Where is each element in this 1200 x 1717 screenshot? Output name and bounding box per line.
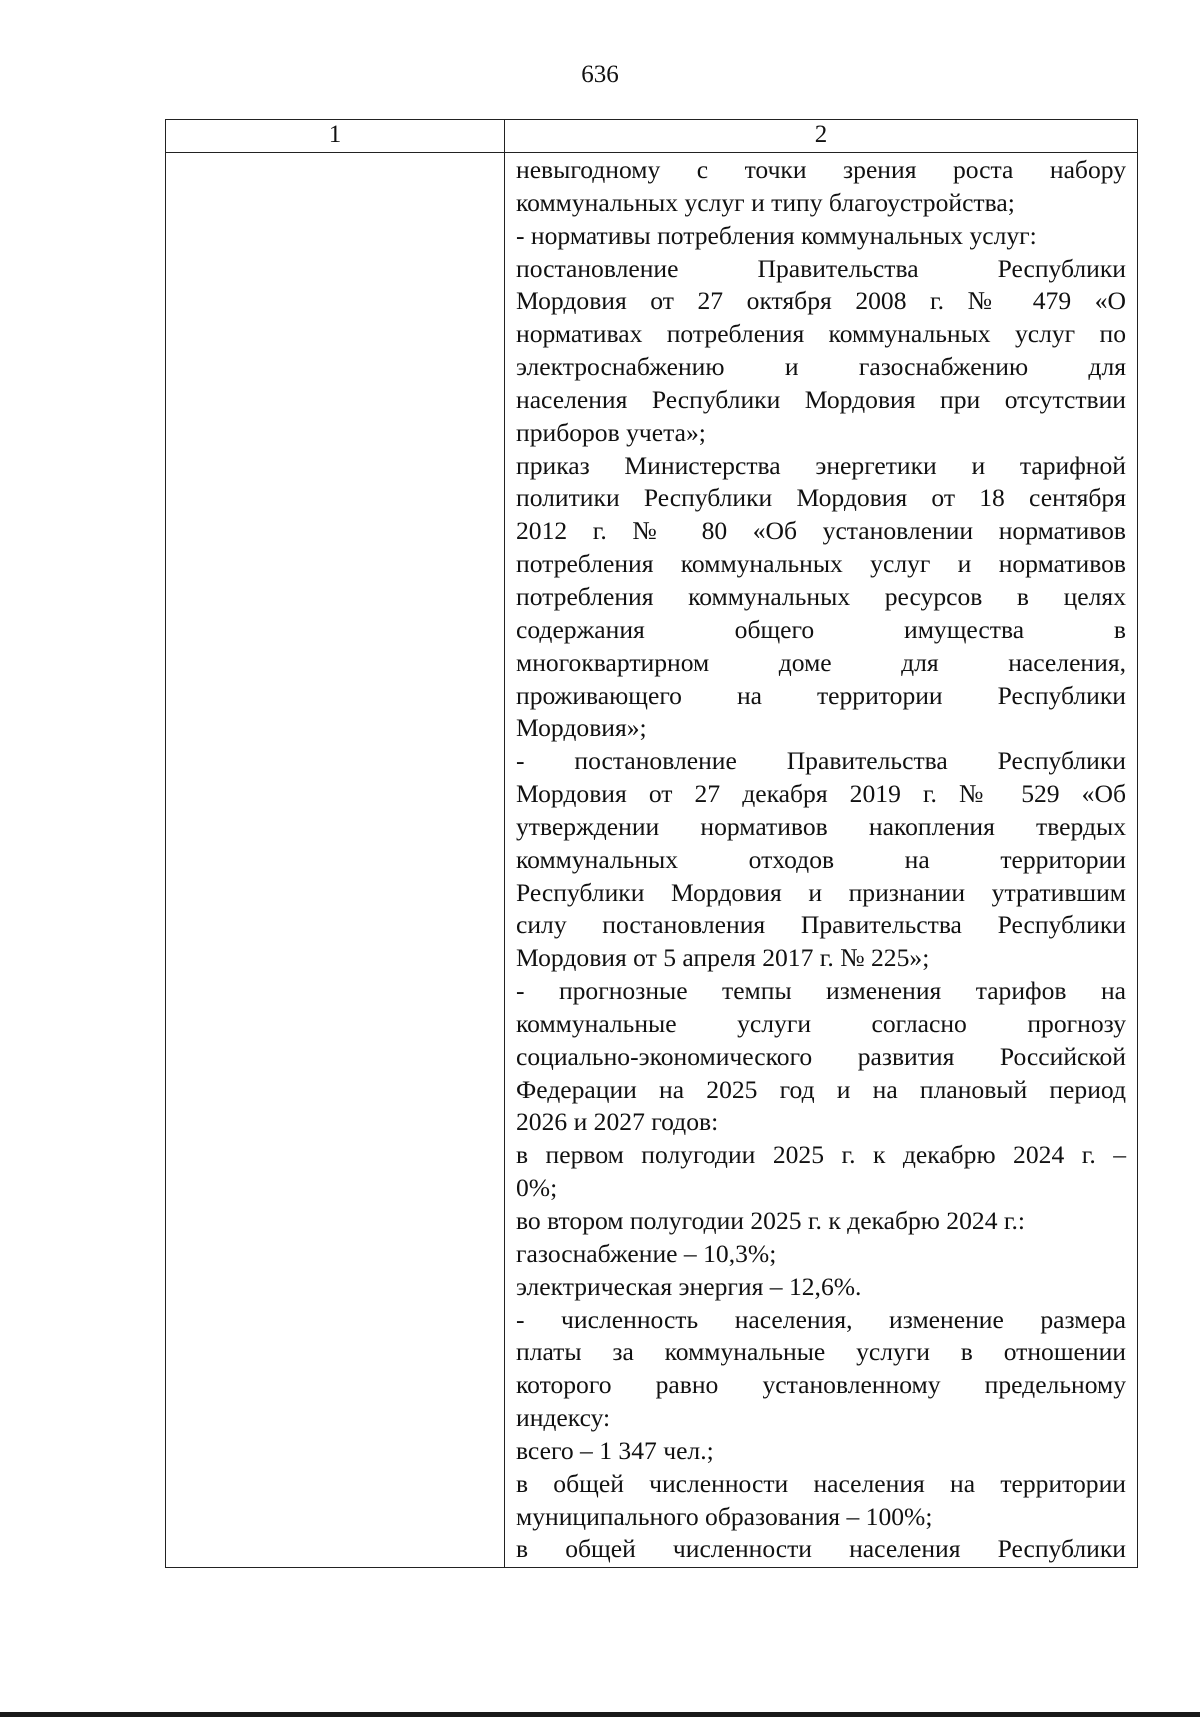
text-line: невыгодному с точки зрения роста набору <box>516 155 1126 184</box>
text-line: - постановление Правительства Республики <box>516 746 1126 776</box>
text-line: Мордовия»; <box>516 713 647 743</box>
column-header-2: 2 <box>505 120 1138 153</box>
text-line: газоснабжение – 10,3%; <box>516 1238 777 1268</box>
text-line: политики Республики Мордовия от 18 сентября <box>516 483 1126 513</box>
text-line: Мордовия от 27 октября 2008 г. № 479 «О <box>516 286 1126 316</box>
text-line: 2012 г. № 80 «Об установлении нормативов <box>516 516 1126 546</box>
text-line: - нормативы потребления коммунальных услуг: <box>516 220 1037 250</box>
text-line: Мордовия от 27 декабря 2019 г. № 529 «Об <box>516 779 1126 809</box>
text-line: в общей численности населения Республики <box>516 1534 1126 1564</box>
column-1-cell <box>166 153 505 1568</box>
text-line: потребления коммунальных услуг и нормативов <box>516 549 1126 579</box>
text-line: силу постановления Правительства Республики <box>516 910 1126 940</box>
text-line: в первом полугодии 2025 г. к декабрю 2024 г. – <box>516 1140 1126 1170</box>
text-line: 0%; <box>516 1173 558 1203</box>
table-header-row <box>166 120 1138 153</box>
text-line: населения Республики Мордовия при отсутствии <box>516 384 1126 414</box>
scan-bottom-edge <box>0 1712 1200 1717</box>
text-line: платы за коммунальные услуги в отношении <box>516 1337 1126 1367</box>
document-table <box>165 119 1138 1568</box>
text-line: в общей численности населения на территории <box>516 1468 1126 1498</box>
text-line: приказ Министерства энергетики и тарифной <box>516 450 1126 480</box>
text-line: коммунальных отходов на территории <box>516 844 1126 874</box>
text-line: - численность населения, изменение размера <box>516 1304 1126 1334</box>
text-line: - прогнозные темпы изменения тарифов на <box>516 976 1126 1006</box>
text-line: во втором полугодии 2025 г. к декабрю 2024 г.: <box>516 1206 1026 1235</box>
page-number: 636 <box>581 61 619 88</box>
text-line: Федерации на 2025 год и на плановый период <box>516 1074 1126 1104</box>
text-line: муниципального образования – 100%; <box>516 1501 933 1531</box>
text-line: постановление Правительства Республики <box>516 253 1126 283</box>
text-line: всего – 1 347 чел.; <box>516 1435 714 1465</box>
text-line: индексу: <box>516 1403 611 1433</box>
text-line: коммунальные услуги согласно прогнозу <box>516 1008 1126 1038</box>
text-line: коммунальных услуг и типу благоустройства; <box>516 187 1015 217</box>
text-line: утверждении нормативов накопления твердых <box>516 811 1126 841</box>
text-line: нормативах потребления коммунальных услуг по <box>516 319 1126 349</box>
text-line: содержания общего имущества в <box>516 614 1126 644</box>
text-line: 2026 и 2027 годов: <box>516 1107 719 1137</box>
text-line: проживающего на территории Республики <box>516 680 1126 710</box>
text-line: потребления коммунальных ресурсов в целях <box>516 581 1126 611</box>
text-line: социально-экономического развития Российской <box>516 1041 1126 1071</box>
text-line: многоквартирном доме для населения, <box>516 647 1126 677</box>
text-line: электроснабжению и газоснабжению для <box>516 352 1126 382</box>
column-header-1: 1 <box>166 120 505 153</box>
column-2-cell <box>505 153 1138 1568</box>
text-line: которого равно установленному предельному <box>516 1370 1126 1400</box>
table-row <box>166 153 1138 1568</box>
text-line: приборов учета»; <box>516 417 706 447</box>
text-line: электрическая энергия – 12,6%. <box>516 1271 862 1301</box>
text-line: Республики Мордовия и признании утратившим <box>516 877 1126 907</box>
text-line: Мордовия от 5 апреля 2017 г. № 225»; <box>516 943 930 973</box>
cell-text <box>516 154 1126 1566</box>
